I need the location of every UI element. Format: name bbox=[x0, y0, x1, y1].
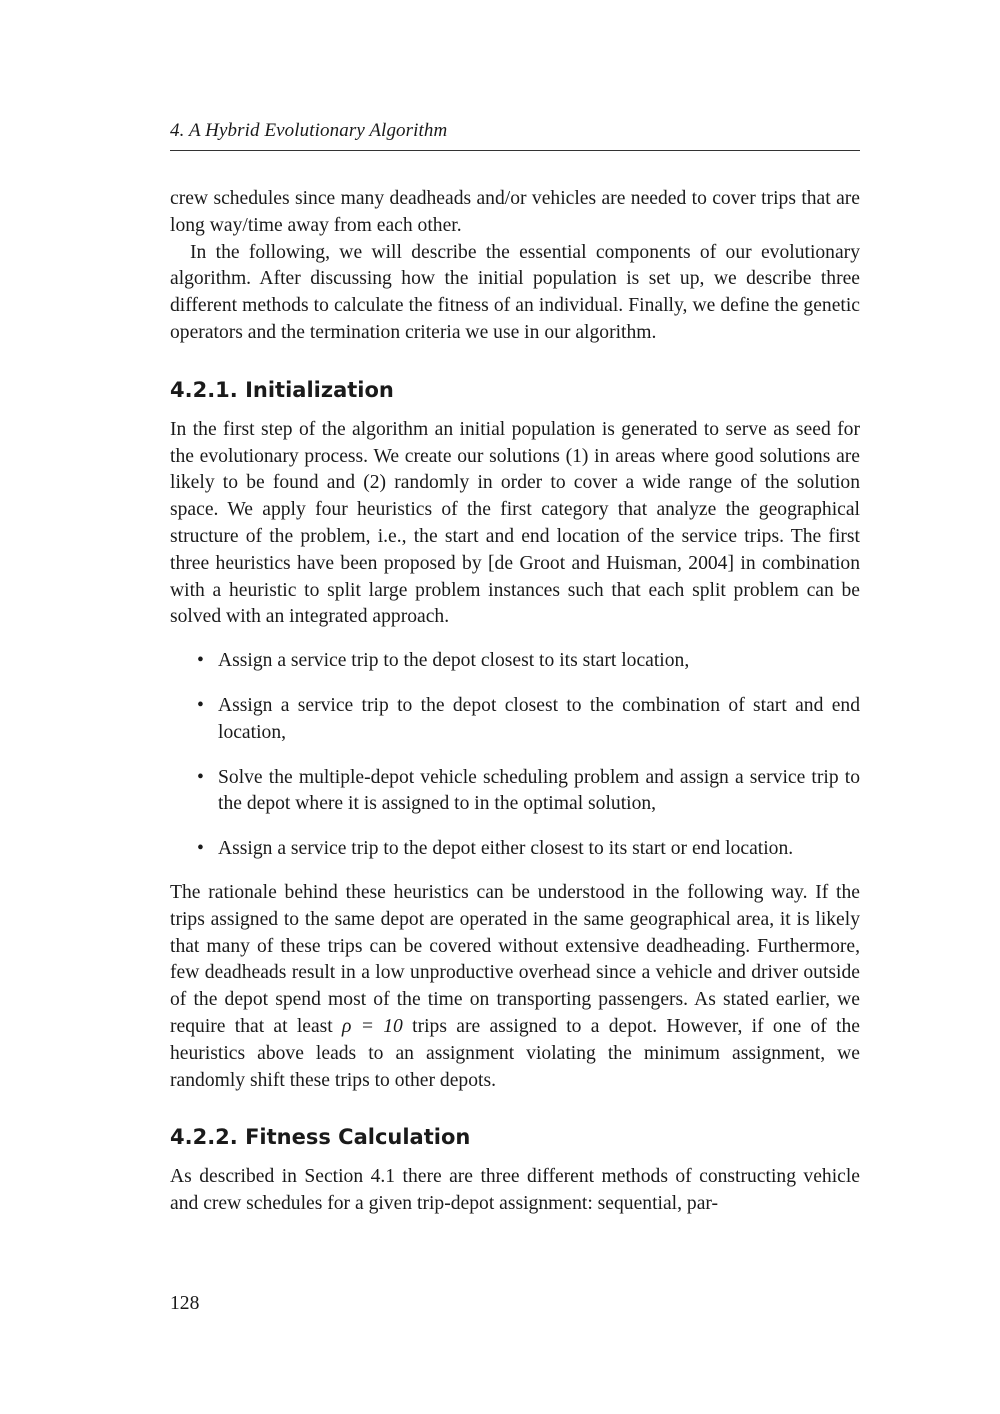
header-rule bbox=[170, 150, 860, 151]
paragraph-text-before-math: The rationale behind these heuristics can be understood in the following way. If the trips assigned to the same depot are operated in the same geographical area, it is likely that many of these trips can be covered without extensive deadheading. Furthermore, few deadheads result in a low unproductive overhead since a vehicle and driver outside of the depot spend most of the time on transporting passengers. As stated earlier, we require that at least bbox=[170, 881, 860, 1037]
list-item-text: Assign a service trip to the depot closest to its start location, bbox=[218, 650, 690, 672]
bullet-icon: • bbox=[197, 650, 204, 672]
list-item bbox=[170, 693, 860, 747]
list-item bbox=[170, 765, 860, 819]
intro-paragraph-1: crew schedules since many deadheads and/or vehicles are needed to cover trips that are long way/time away from each other. bbox=[170, 188, 860, 236]
body-text bbox=[170, 186, 860, 1218]
list-item-text: Solve the multiple-depot vehicle scheduling problem and assign a service trip to the depot where it is assigned to in the optimal solution, bbox=[218, 766, 860, 815]
section-heading-initialization: 4.2.1. Initialization bbox=[170, 377, 394, 402]
initialization-paragraph-2 bbox=[170, 880, 860, 1094]
list-item bbox=[170, 836, 860, 863]
math-expression: ρ = 10 bbox=[342, 1015, 403, 1037]
list-item-text: Assign a service trip to the depot closest to the combination of start and end location, bbox=[218, 694, 860, 743]
list-item bbox=[170, 648, 860, 675]
bullet-icon: • bbox=[197, 838, 204, 860]
bullet-icon: • bbox=[197, 694, 204, 716]
fitness-paragraph-1: As described in Section 4.1 there are three different methods of constructing vehicle and crew schedules for a given trip-depot assignment: sequential, par- bbox=[170, 1166, 860, 1215]
page-number: 128 bbox=[170, 1293, 200, 1314]
paragraph-text-after-math: trips are assigned to a depot. However, if one of the heuristics above leads to an assignment violating the minimum assignment, we randomly shift these trips to other depots. bbox=[170, 1015, 860, 1091]
heuristics-list bbox=[170, 648, 860, 863]
list-item-text: Assign a service trip to the depot either closest to its start or end location. bbox=[218, 838, 794, 860]
bullet-icon: • bbox=[197, 766, 204, 788]
intro-paragraph-2: In the following, we will describe the essential components of our evolutionary algorithm. After discussing how the initial population is set up, we describe three different methods to calculate the fitness of an individual. Finally, we define the genetic operators and the termination criteria we use in our algorithm. bbox=[170, 241, 860, 343]
initialization-paragraph-1: In the first step of the algorithm an initial population is generated to serve as seed for the evolutionary process. We create our solutions (1) in areas where good solutions are likely to be found and (2) randomly in order to cover a wide range of the solution space. We apply four heuristics of the first category that analyze the geographical structure of the problem, i.e., the start and end location of the service trips. The first three heuristics have been proposed by [de Groot and Huisman, 2004] in combination with a heuristic to split large problem instances such that each split problem can be solved with an integrated approach. bbox=[170, 418, 860, 628]
section-heading-fitness: 4.2.2. Fitness Calculation bbox=[170, 1125, 471, 1150]
running-header: 4. A Hybrid Evolutionary Algorithm bbox=[170, 120, 448, 141]
